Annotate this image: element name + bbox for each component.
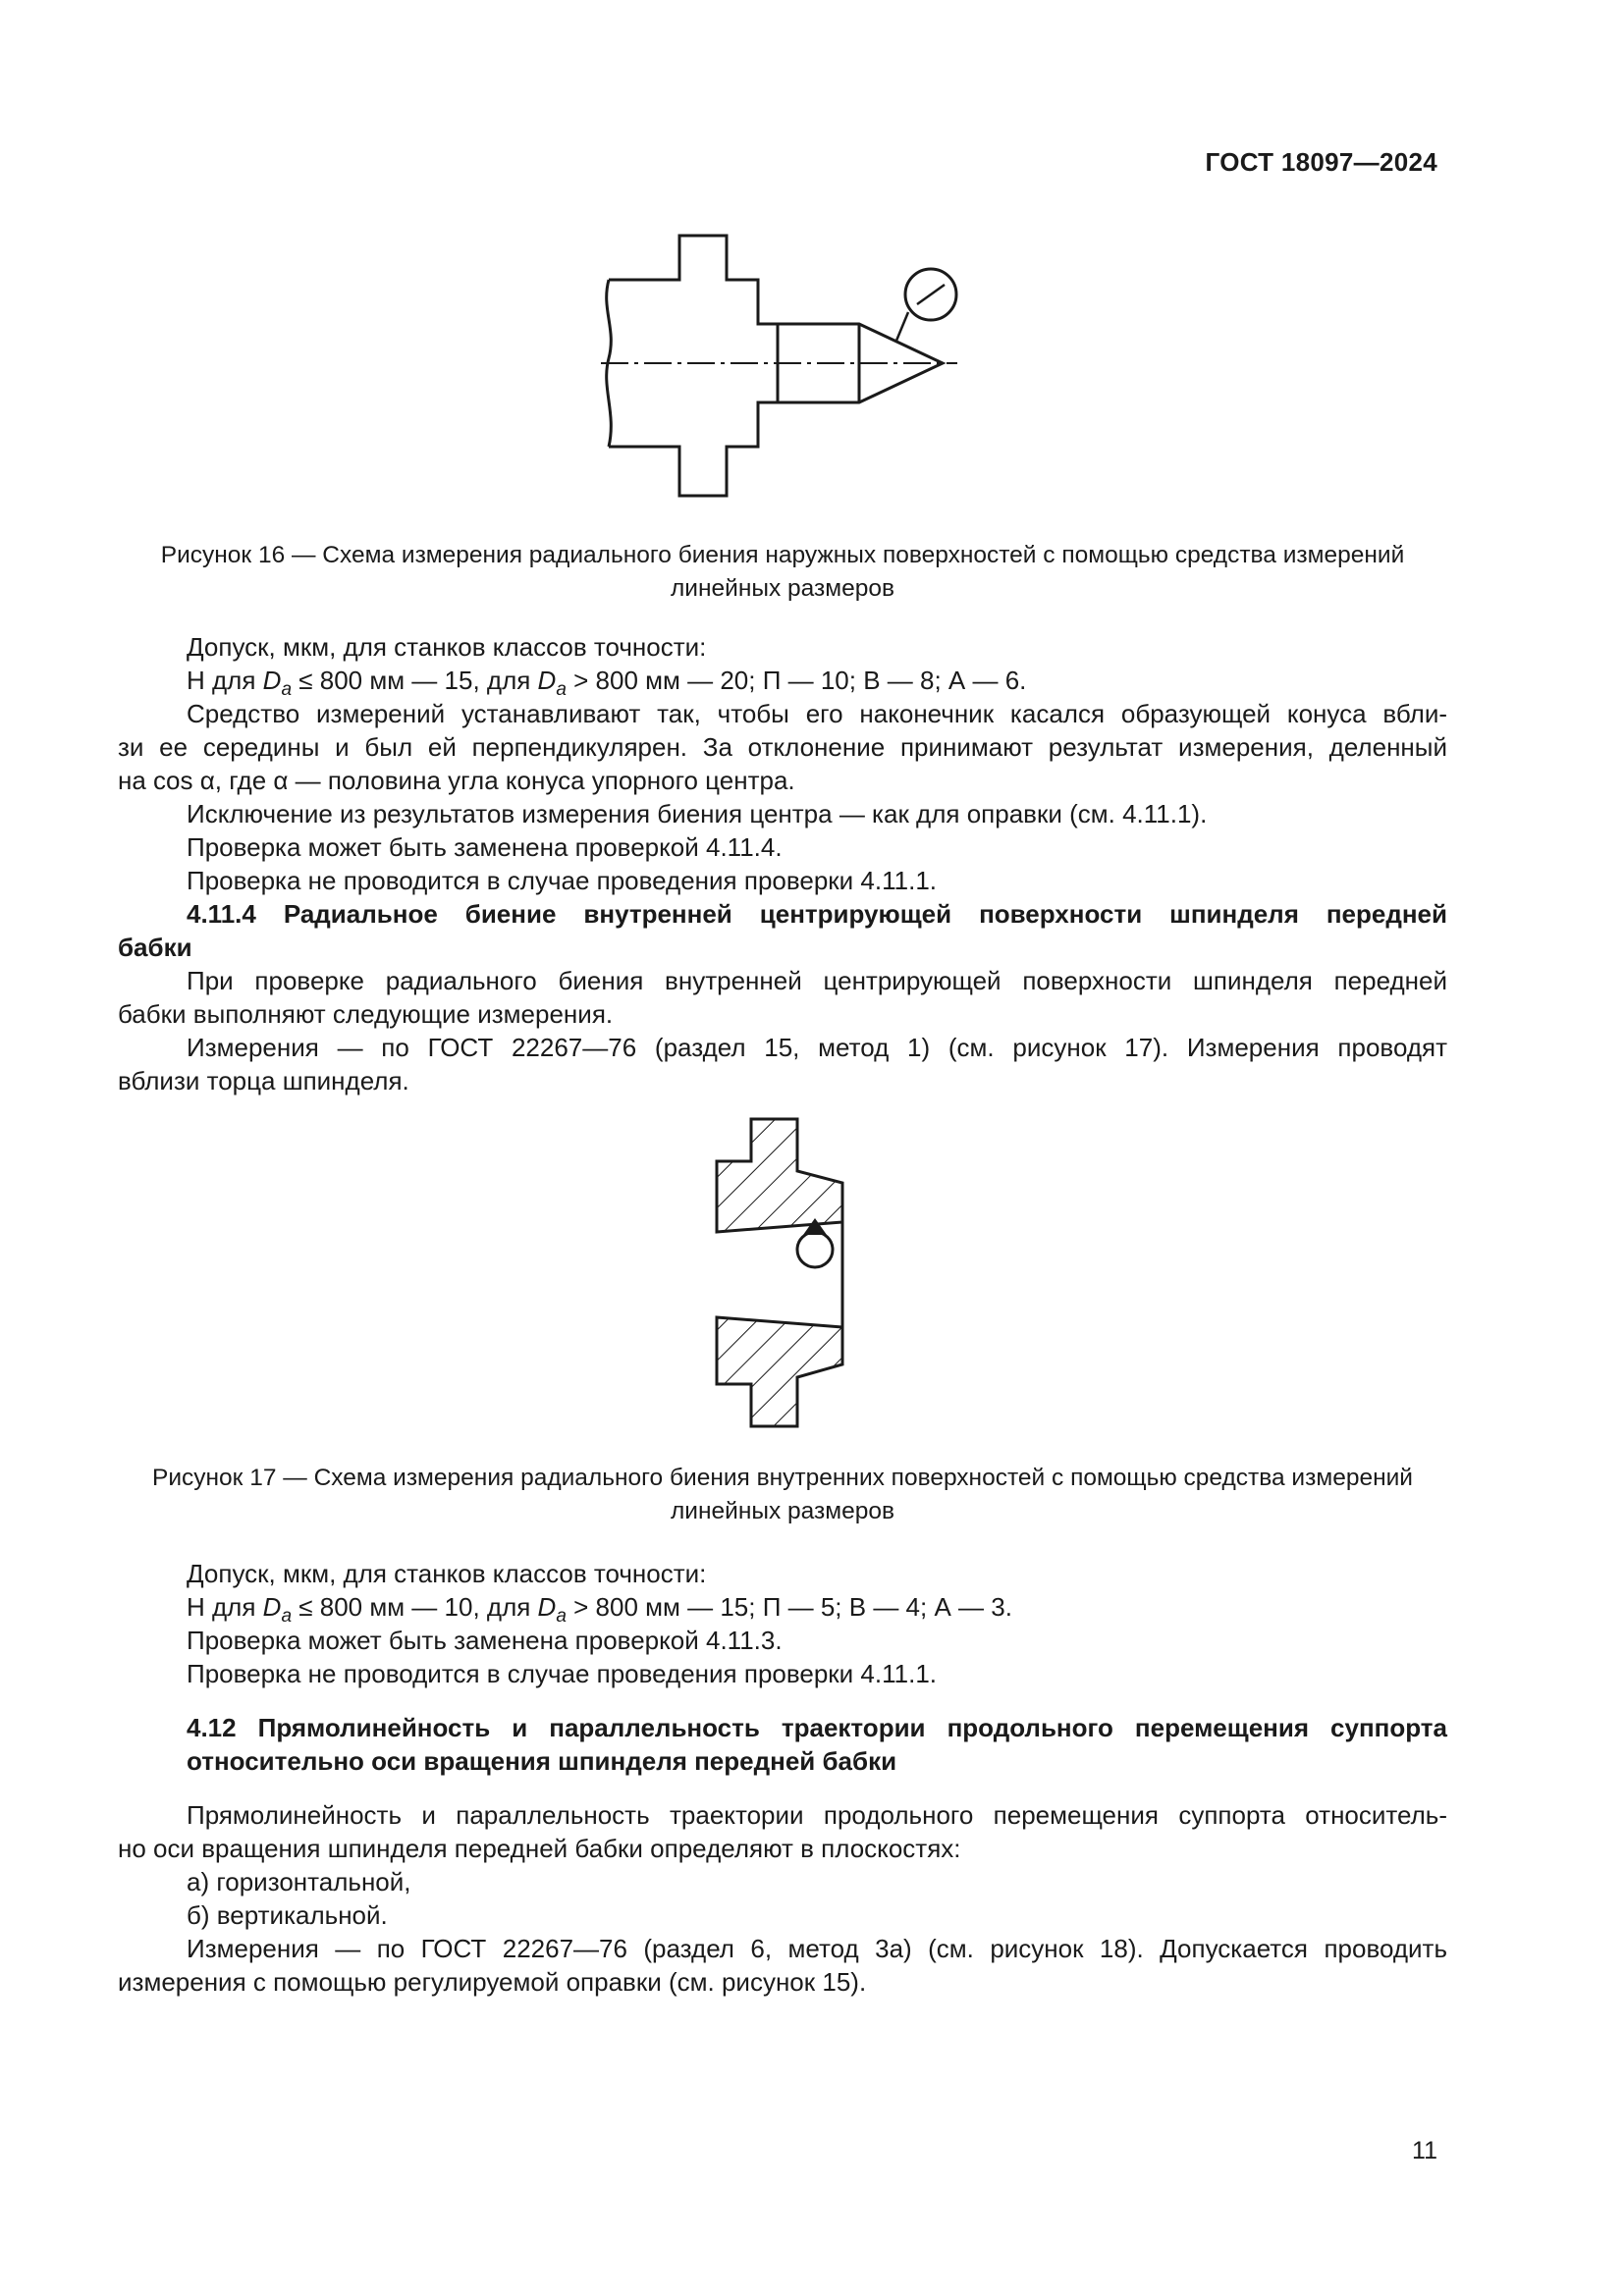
figure-16-caption-line1: Рисунок 16 — Схема измерения радиального биения наружных поверхностей с помощью средства измерений <box>160 542 1405 568</box>
tolerance-text: ≤ 800 мм — 10, для <box>292 1592 538 1622</box>
section-heading-4-12-cont: относительно оси вращения шпинделя передней бабки <box>187 1746 897 1776</box>
diameter-symbol: D <box>537 1592 557 1622</box>
paragraph-line: измерения с помощью регулируемой оправки (см. рисунок 15). <box>118 1967 867 1997</box>
figure-16-caption-line2: линейных размеров <box>671 575 894 602</box>
tolerance-text: Н для <box>187 1592 263 1622</box>
list-item: б) вертикальной. <box>187 1900 388 1930</box>
figure-17-caption-line1: Рисунок 17 — Схема измерения радиального биения внутренних поверхностей с помощью средства измерений <box>152 1465 1413 1491</box>
page-number: 11 <box>1412 2137 1437 2164</box>
section-heading-4-11-4: 4.11.4 Радиальное биение внутренней центрирующей поверхности шпинделя передней <box>187 899 1447 929</box>
paragraph-line: Измерения — по ГОСТ 22267—76 (раздел 15, метод 1) (см. рисунок 17). Измерения проводят <box>187 1033 1447 1062</box>
paragraph-line: При проверке радиального биения внутренней центрирующей поверхности шпинделя передней <box>187 966 1447 995</box>
tolerance-text: Н для <box>187 666 263 695</box>
diameter-symbol: D <box>537 666 557 695</box>
paragraph: Проверка не проводится в случае проведения проверки 4.11.1. <box>187 1659 938 1688</box>
paragraph-line: на cos α, где α — половина угла конуса упорного центра. <box>118 766 795 795</box>
paragraph-line: Прямолинейность и параллельность траектории продольного перемещения суппорта относитель- <box>187 1800 1447 1830</box>
figure-17-caption <box>118 1462 1447 1528</box>
figure-16-caption <box>118 539 1447 606</box>
tolerance-values-1 <box>118 664 1447 700</box>
figure-16-drawing <box>0 221 1624 515</box>
tolerance-intro-2: Допуск, мкм, для станков классов точности: <box>187 1559 707 1588</box>
figure-17-drawing <box>0 1109 1624 1443</box>
diameter-symbol: D <box>262 666 282 695</box>
figure-17-caption-line2: линейных размеров <box>671 1498 894 1524</box>
diameter-subscript: a <box>556 679 567 700</box>
tolerance-text: > 800 мм — 15; П — 5; В — 4; А — 3. <box>566 1592 1012 1622</box>
section-heading-4-12: 4.12 Прямолинейность и параллельность траектории продольного перемещения суппорта <box>187 1713 1447 1742</box>
section-heading-4-11-4-cont: бабки <box>118 933 192 962</box>
paragraph-line: Измерения — по ГОСТ 22267—76 (раздел 6, метод 3а) (см. рисунок 18). Допускается проводить <box>187 1934 1447 1963</box>
paragraph-line: бабки выполняют следующие измерения. <box>118 999 614 1029</box>
tolerance-values-2 <box>118 1590 1447 1627</box>
paragraph: Проверка не проводится в случае проведения проверки 4.11.1. <box>187 866 938 895</box>
paragraph-line: но оси вращения шпинделя передней бабки определяют в плоскостях: <box>118 1834 961 1863</box>
tolerance-text: ≤ 800 мм — 15, для <box>292 666 538 695</box>
paragraph-line: вблизи торца шпинделя. <box>118 1066 409 1095</box>
diameter-subscript: a <box>556 1606 567 1627</box>
paragraph: Проверка может быть заменена проверкой 4.11.4. <box>187 832 783 862</box>
paragraph-line: Средство измерений устанавливают так, чтобы его наконечник касался образующей конуса вбли- <box>187 699 1447 728</box>
tolerance-intro-1: Допуск, мкм, для станков классов точности: <box>187 632 707 662</box>
diameter-subscript: a <box>281 679 293 700</box>
paragraph: Исключение из результатов измерения биения центра — как для оправки (см. 4.11.1). <box>187 799 1208 828</box>
diameter-symbol: D <box>262 1592 282 1622</box>
document-header: ГОСТ 18097—2024 <box>1205 147 1437 177</box>
tolerance-text: > 800 мм — 20; П — 10; В — 8; А — 6. <box>566 666 1027 695</box>
diameter-subscript: a <box>281 1606 293 1627</box>
list-item: а) горизонтальной, <box>187 1867 411 1896</box>
paragraph-line: зи ее середины и был ей перпендикулярен. За отклонение принимают результат измерения, деленный <box>118 732 1447 762</box>
paragraph: Проверка может быть заменена проверкой 4.11.3. <box>187 1626 783 1655</box>
